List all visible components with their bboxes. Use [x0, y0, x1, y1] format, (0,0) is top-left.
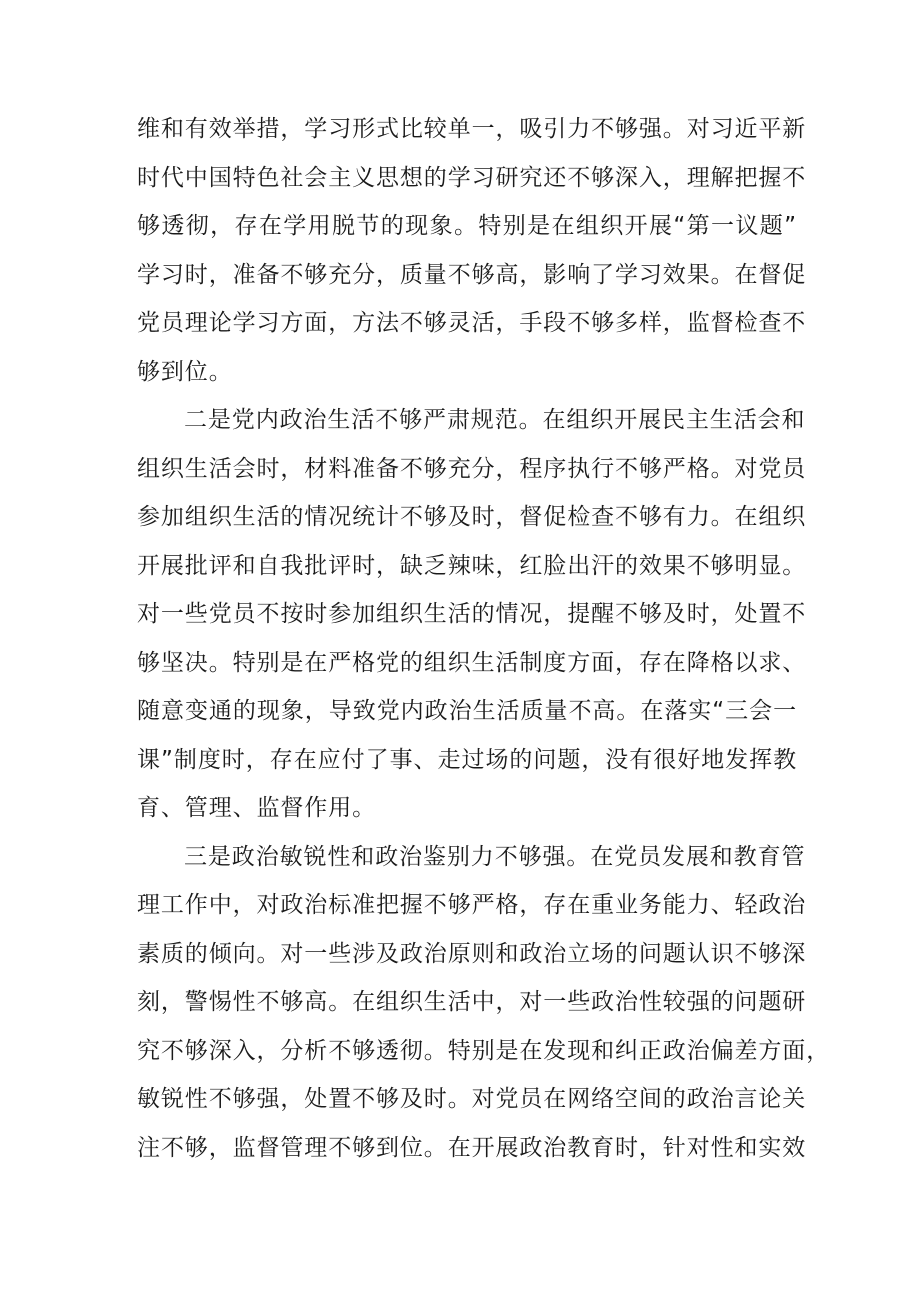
text-line: 维和有效举措，学习形式比较单一，吸引力不够强。对习近平新 — [137, 116, 807, 142]
text-line: 注不够，监督管理不够到位。在开展政治教育时，针对性和实效 — [137, 1134, 807, 1161]
paragraph-2 — [137, 396, 807, 833]
text-line: 敏锐性不够强，处置不够及时。对党员在网络空间的政治言论关 — [137, 1086, 807, 1112]
paragraph-3 — [137, 833, 831, 1173]
text-line: 课”制度时，存在应付了事、走过场的问题，没有很好地发挥教 — [137, 746, 797, 773]
text-line: 对一些党员不按时参加组织生活的情况，提醒不够及时，处置不 — [137, 601, 807, 627]
text-line: 组织生活会时，材料准备不够充分，程序执行不够严格。对党员 — [137, 455, 807, 482]
text-line: 够到位。 — [137, 358, 233, 385]
text-line: 学习时，准备不够充分，质量不够高，影响了学习效果。在督促 — [137, 261, 807, 288]
text-line: 够透彻，存在学用脱节的现象。特别是在组织开展“第一议题” — [137, 213, 797, 239]
text-line: 素质的倾向。对一些涉及政治原则和政治立场的问题认识不够深 — [137, 940, 807, 967]
document-body — [137, 105, 831, 1172]
text-line: 参加组织生活的情况统计不够及时，督促检查不够有力。在组织 — [137, 504, 807, 530]
text-line: 够坚决。特别是在严格党的组织生活制度方面，存在降格以求、 — [137, 649, 807, 676]
text-line: 三是政治敏锐性和政治鉴别力不够强。在党员发展和教育管 — [184, 843, 806, 870]
text-line: 二是党内政治生活不够严肃规范。在组织开展民主生活会和 — [184, 407, 806, 433]
text-line: 育、管理、监督作用。 — [137, 795, 376, 821]
text-line: 究不够深入，分析不够透彻。特别是在发现和纠正政治偏差方面， — [137, 1037, 831, 1064]
text-line: 刻，警惕性不够高。在组织生活中，对一些政治性较强的问题研 — [137, 989, 807, 1015]
text-line: 随意变通的现象，导致党内政治生活质量不高。在落实“三会一 — [137, 698, 797, 724]
paragraph-1 — [137, 105, 807, 396]
text-line: 党员理论学习方面，方法不够灵活，手段不够多样，监督检查不 — [137, 310, 807, 336]
text-line: 理工作中，对政治标准把握不够严格，存在重业务能力、轻政治 — [137, 892, 807, 918]
text-line: 开展批评和自我批评时，缺乏辣味，红脸出汗的效果不够明显。 — [137, 552, 807, 579]
text-line: 时代中国特色社会主义思想的学习研究还不够深入，理解把握不 — [137, 164, 807, 191]
